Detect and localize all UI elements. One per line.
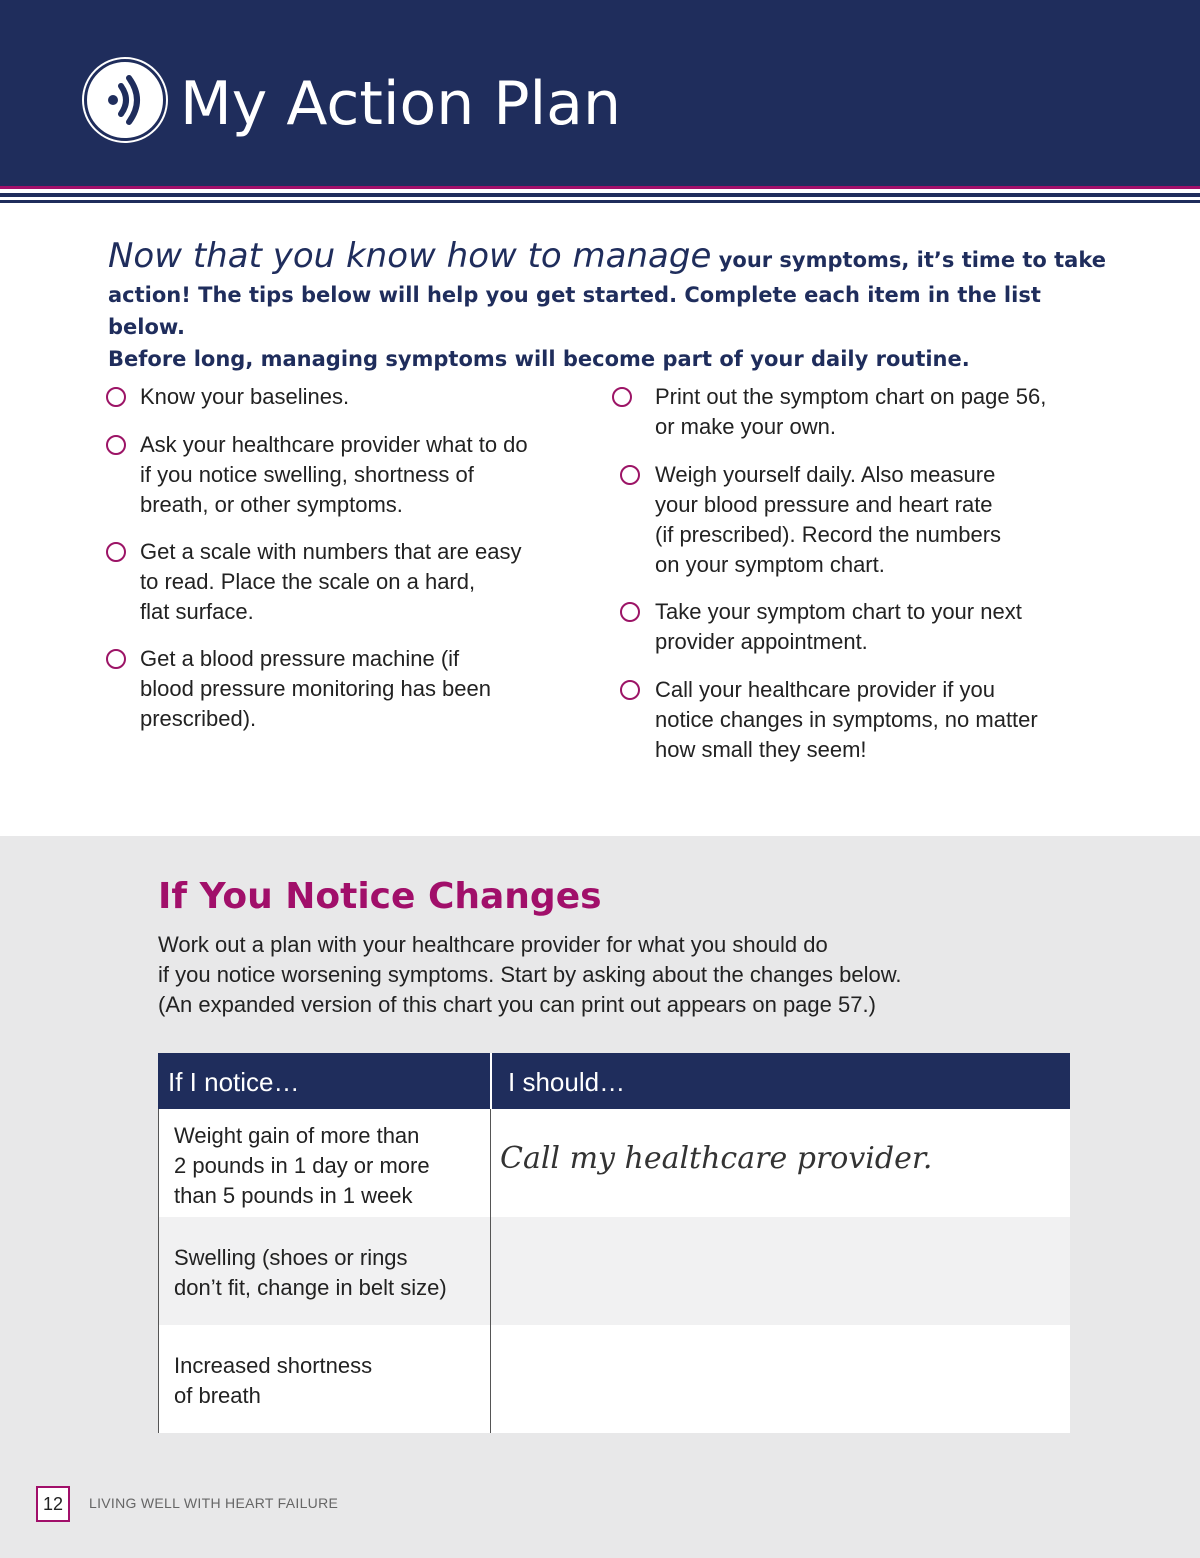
- intro-line3: Before long, managing symptoms will become part of your daily routine.: [108, 347, 970, 371]
- checkbox-circle-icon[interactable]: [106, 542, 126, 562]
- table-header: [158, 1053, 1070, 1109]
- section-title: If You Notice Changes: [158, 876, 602, 917]
- table-row: [158, 1325, 1070, 1433]
- checkbox-circle-icon[interactable]: [612, 387, 632, 407]
- checkbox-circle-icon[interactable]: [620, 465, 640, 485]
- sound-waves-icon: [84, 59, 166, 141]
- table-header-should: I should…: [508, 1067, 626, 1097]
- checkbox-circle-icon[interactable]: [106, 435, 126, 455]
- checkbox-circle-icon[interactable]: [620, 602, 640, 622]
- table-cell-notice: Swelling (shoes or rings don’t fit, change in belt size): [174, 1245, 447, 1300]
- page-title: My Action Plan: [180, 69, 621, 139]
- section-description: Work out a plan with your healthcare provider for what you should do if you notice worsening symptoms. Start by asking about the changes below. (An expanded version of this chart you can print out appears on page 57.): [158, 932, 902, 1017]
- footer-text: LIVING WELL WITH HEART FAILURE: [89, 1495, 339, 1511]
- table-row: [158, 1109, 1070, 1217]
- header-stripes: [0, 182, 1200, 206]
- intro-lead: Now that you know how to manage: [108, 236, 712, 276]
- checkbox-circle-icon[interactable]: [106, 649, 126, 669]
- intro-line2: action! The tips below will help you get started. Complete each item in the list below.: [108, 283, 1041, 339]
- intro-paragraph: [108, 236, 1108, 375]
- header-divider: [490, 1053, 492, 1109]
- table-cell-notice: Weight gain of more than 2 pounds in 1 day or more than 5 pounds in 1 week: [174, 1123, 430, 1208]
- table-left-border: [158, 1109, 159, 1433]
- page-header: [0, 0, 1200, 182]
- table-header-notice: If I notice…: [168, 1067, 300, 1097]
- table-cell-notice: Increased shortness of breath: [174, 1353, 373, 1408]
- intro-line1: your symptoms, it’s time to take: [711, 248, 1107, 272]
- table-cell-should[interactable]: Call my healthcare provider.: [500, 1141, 933, 1176]
- page-number: 12: [36, 1486, 70, 1522]
- table-column-divider: [490, 1109, 491, 1433]
- checkbox-circle-icon[interactable]: [620, 680, 640, 700]
- checkbox-circle-icon[interactable]: [106, 387, 126, 407]
- action-table: [158, 1053, 1070, 1433]
- table-row: [158, 1217, 1070, 1325]
